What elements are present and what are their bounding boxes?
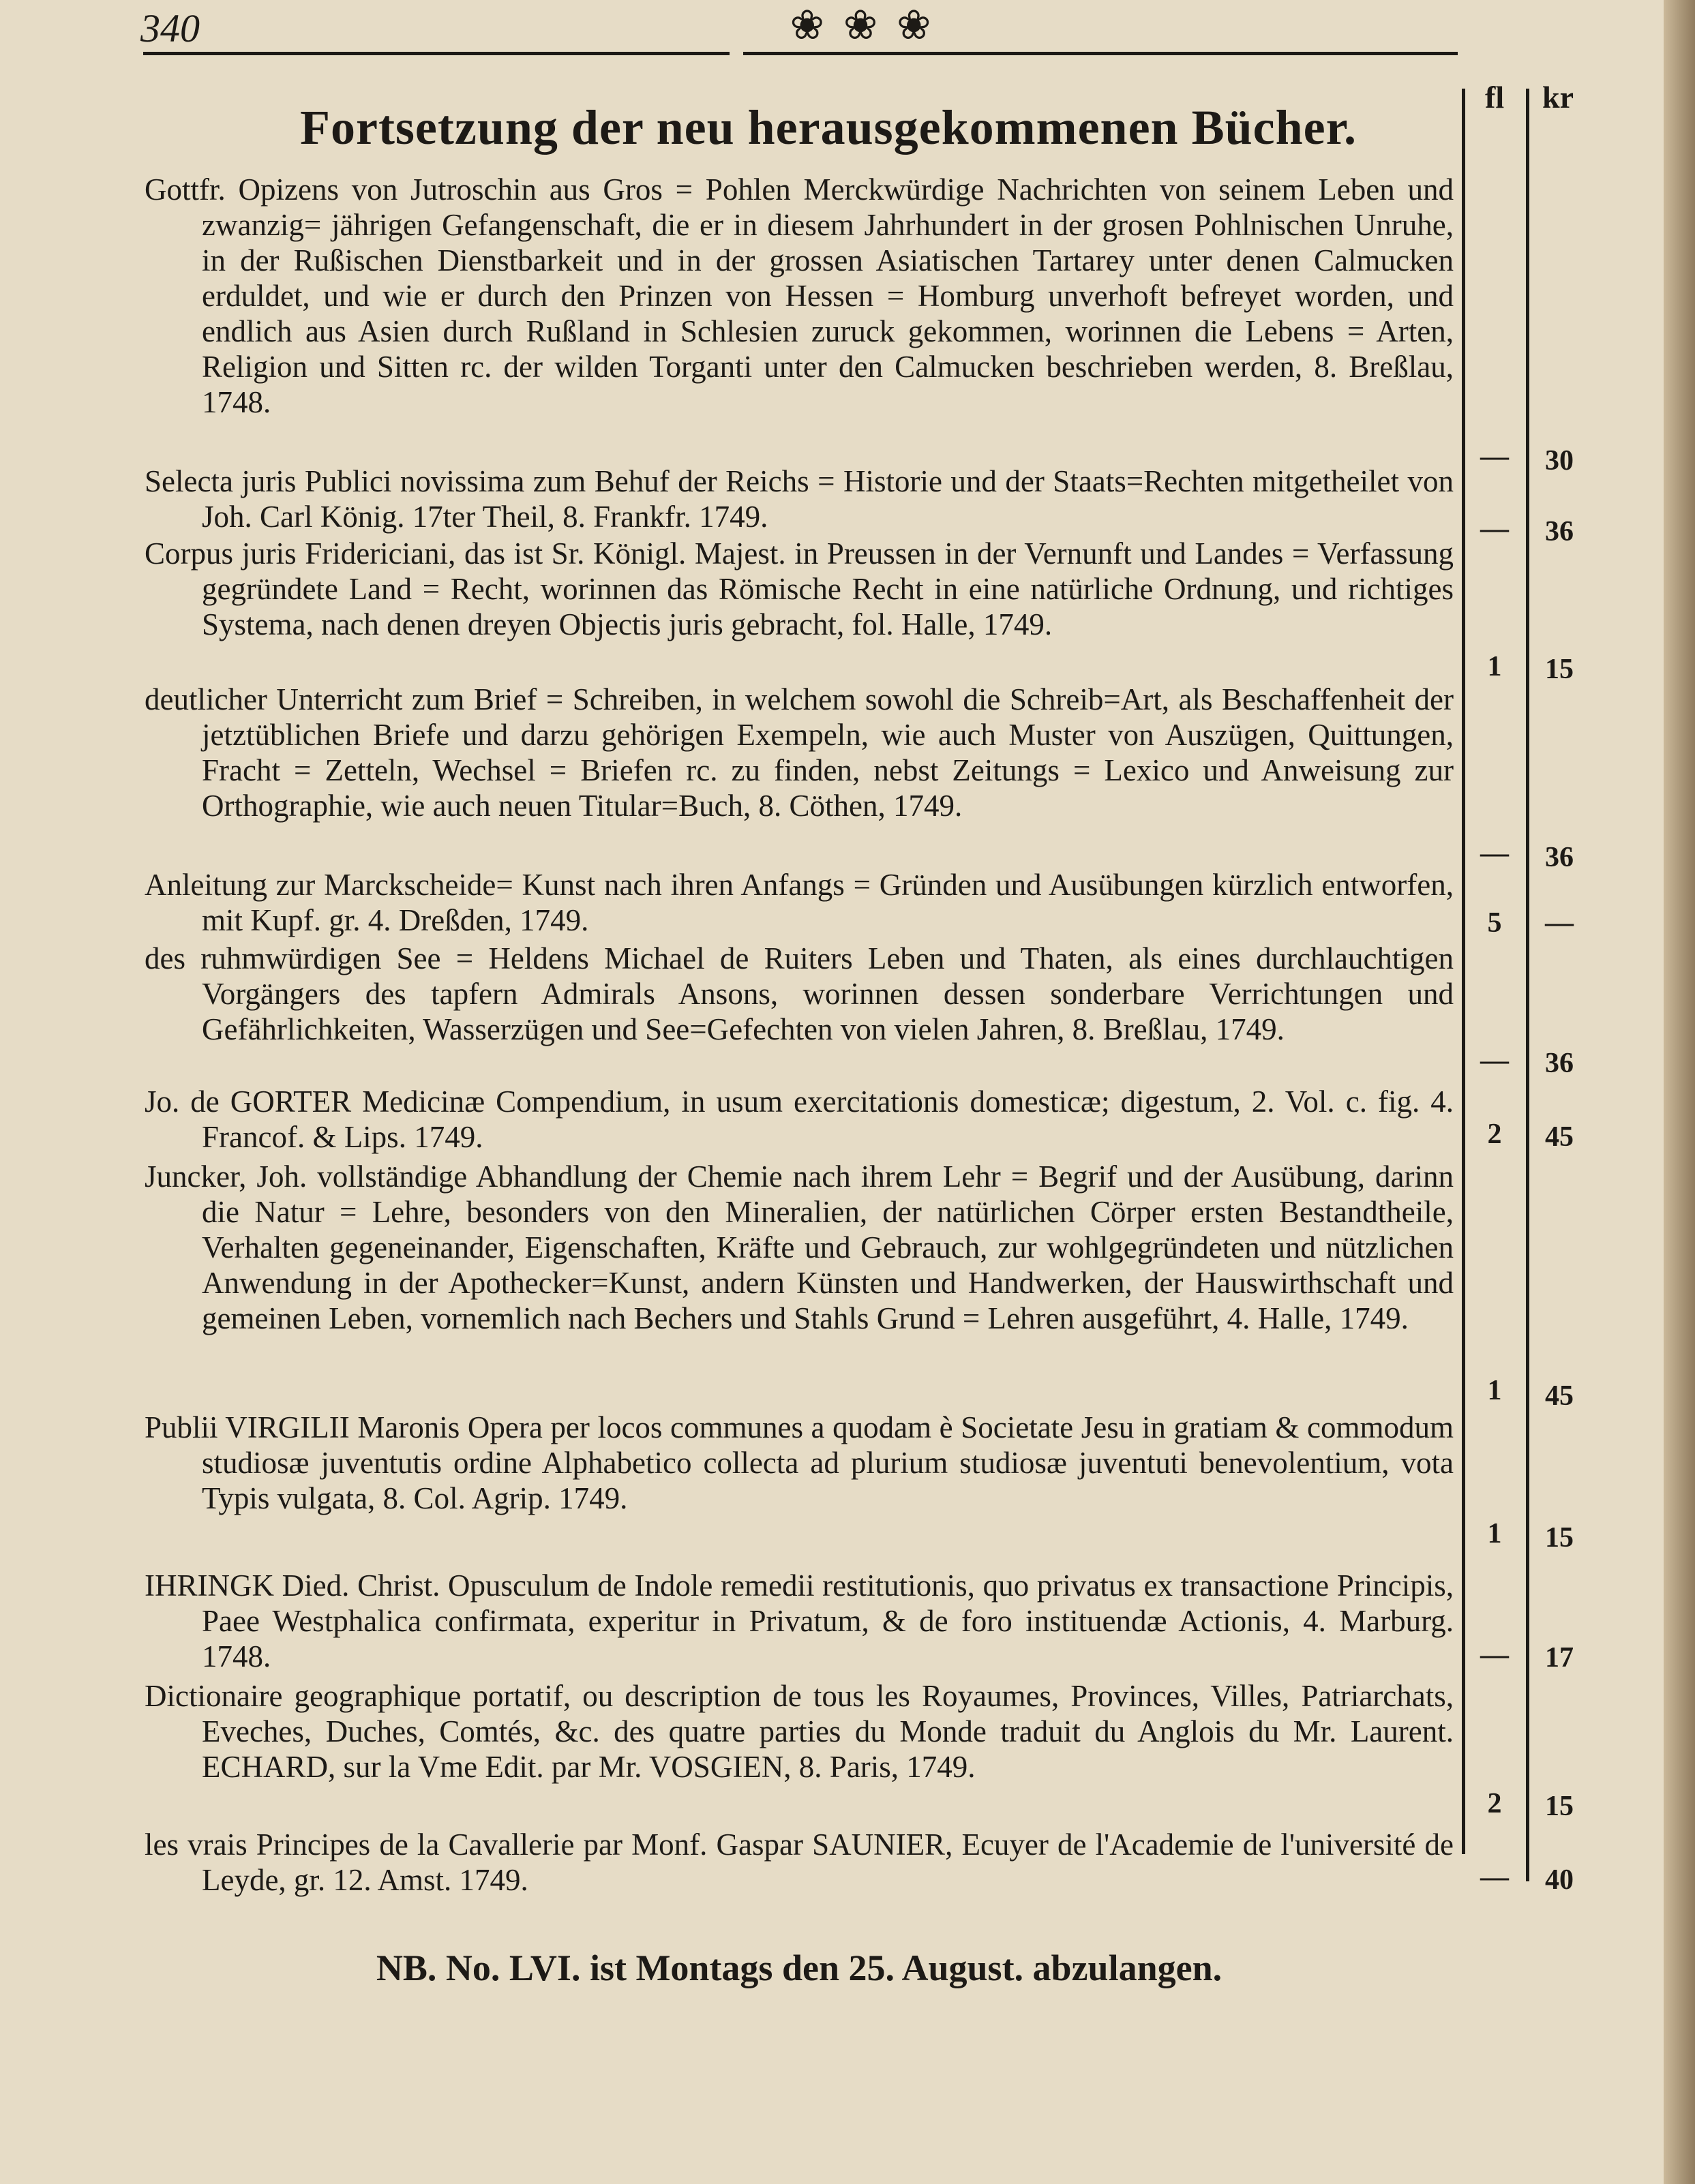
price-kr: 15 [1545,1791,1574,1822]
book-entry [145,1084,1454,1155]
price-kr: 40 [1545,1864,1574,1896]
book-entry [145,1568,1454,1674]
entry-text: Selecta juris Publici novissima zum Behuf der Reichs = Historie und der Staats=Rechten mitgetheilet von Joh. Carl König. 17ter Theil, 8. Frankfr. 1749. [145,464,1454,534]
entry-text: Jo. de GORTER Medicinæ Compendium, in usum exercitationis domesticæ; digestum, 2. Vol. c. fig. 4. Francof. & Lips. 1749. [145,1085,1454,1154]
book-entry [145,1678,1454,1785]
book-entry [145,682,1454,823]
price-kr: 36 [1545,516,1574,547]
price-fl: — [1480,441,1509,472]
entry-text: des ruhmwürdigen See = Heldens Michael de Ruiters Leben und Thaten, als eines durchlauchtigen Vorgängers des tapfern Admirals Ansons, worinnen dessen sonderbare Verrichtungen und Gefährlichkeiten, Wasserzügen und See=Gefechten von vielen Jahren, 8. Breßlau, 1749. [145,941,1454,1046]
book-entry [145,536,1454,642]
price-fl: 2 [1487,1119,1502,1150]
book-entry [145,172,1454,420]
price-kr: 15 [1545,654,1574,685]
page-title: Fortsetzung der neu herausgekommenen Bücher. [300,100,1357,155]
book-entry [145,1410,1454,1516]
page-number: 340 [140,6,200,50]
price-kr: 45 [1545,1121,1574,1153]
price-fl: 5 [1487,907,1502,939]
entry-text: deutlicher Unterricht zum Brief = Schreiben, in welchem sowohl die Schreib=Art, als Beschaffenheit der jetztüblichen Briefe und darzu gehörigen Exempeln, wie auch Muster von Auszügen, Quittungen, Fracht = Zetteln, Wechsel = Briefen rc. zu finden, nebst Zeitungs = Lexico und Anweisung zur Orthographie, wie auch neuen Titular=Buch, 8. Cöthen, 1749. [145,682,1454,823]
price-kr: 36 [1545,842,1574,873]
entry-text: Anleitung zur Marckscheide= Kunst nach ihren Anfangs = Gründen und Ausübungen kürzlich entworfen, mit Kupf. gr. 4. Dreßden, 1749. [145,868,1454,937]
book-entry [145,941,1454,1047]
book-entry [145,1827,1454,1898]
header-rule-right [743,52,1458,55]
price-fl: 1 [1487,1375,1502,1406]
entry-text: Dictionaire geographique portatif, ou description de tous les Royaumes, Provinces, Villes, Patriarchats, Eveches, Duches, Comtés, &c. des quatre parties du Monde traduit du Anglois du Mr. Laurent. ECHARD, sur la Vme Edit. par Mr. VOSGIEN, 8. Paris, 1749. [145,1679,1454,1784]
price-kr: 36 [1545,1048,1574,1079]
column-header-fl: fl [1485,80,1505,115]
column-header-kr: kr [1542,80,1574,115]
price-fl: — [1480,513,1509,545]
price-fl: 1 [1487,1518,1502,1549]
footer-note: NB. No. LVI. ist Montags den 25. August. abzulangen. [376,1947,1222,1988]
entry-text: Gottfr. Opizens von Jutroschin aus Gros = Pohlen Merckwürdige Nachrichten von seinem Leben und zwanzig= jährigen Gefangenschaft, die er in diesem Jahrhundert in der grosen Pohlnischen Unruhe, in der Rußischen Dienstbarkeit und in der grossen Asiatischen Tartarey unter denen Calmucken erduldet, und wie er durch den Prinzen von Hessen = Homburg unverhoft befreyet worden, und endlich aus Asien durch Rußland in Schlesien zuruck gekommen, worinnen die Lebens = Arten, Religion und Sitten rc. der wilden Torganti unter den Calmucken beschrieben werden, 8. Breßlau, 1748. [145,172,1454,419]
page-edge [1664,0,1695,2184]
column-divider-kr [1526,89,1529,1881]
price-kr: 17 [1545,1642,1574,1673]
price-kr: 30 [1545,445,1574,476]
price-fl: 1 [1487,651,1502,682]
price-fl: — [1480,838,1509,869]
header-rule-left [143,52,730,55]
entry-text: les vrais Principes de la Cavallerie par Monf. Gaspar SAUNIER, Ecuyer de l'Academie de l'université de Leyde, gr. 12. Amst. 1749. [145,1827,1454,1897]
column-divider-fl [1462,89,1465,1854]
price-fl: 2 [1487,1788,1502,1819]
price-fl: — [1480,1639,1509,1671]
entry-text: IHRINGK Died. Christ. Opusculum de Indole remedii restitutionis, quo privatus ex transactione Principis, Paee Westphalica confirmata, experitur in Privatum, & de foro instituendæ Actionis, 4. Marburg. 1748. [145,1568,1454,1673]
price-kr: 45 [1545,1380,1574,1412]
header-ornament-icon: ❀❀❀ [790,1,950,49]
price-fl: — [1480,1862,1509,1893]
price-kr: 15 [1545,1522,1574,1553]
entry-text: Publii VIRGILII Maronis Opera per locos communes a quodam è Societate Jesu in gratiam & commodum studiosæ juventutis ordine Alphabetico collecta ad plurium studiosæ juventuti benevolentium, vota Typis vulgata, 8. Col. Agrip. 1749. [145,1410,1454,1515]
price-fl: — [1480,1045,1509,1076]
book-entry [145,1159,1454,1336]
entry-text: Juncker, Joh. vollständige Abhandlung der Chemie nach ihrem Lehr = Begrif und der Ausübung, darinn die Natur = Lehre, besonders von den Mineralien, der natürlichen Cörper ersten Bestandtheile, Verhalten gegeneinander, Eigenschaften, Kräfte und Gebrauch, zur wohlgegründeten und nützlichen Anwendung in der Apothecker=Kunst, andern Künsten und Handwerken, der Hauswirthschaft und gemeinen Leben, vornemlich nach Bechers und Stahls Grund = Lehren ausgeführt, 4. Halle, 1749. [145,1159,1454,1335]
book-entry [145,867,1454,938]
price-kr: — [1545,907,1574,939]
book-entry [145,464,1454,534]
entry-text: Corpus juris Fridericiani, das ist Sr. Königl. Majest. in Preussen in der Vernunft und Landes = Verfassung gegründete Land = Recht, worinnen das Römische Recht in eine natürliche Ordnung, und richtiges Systema, nach denen dreyen Objectis juris gebracht, fol. Halle, 1749. [145,536,1454,641]
